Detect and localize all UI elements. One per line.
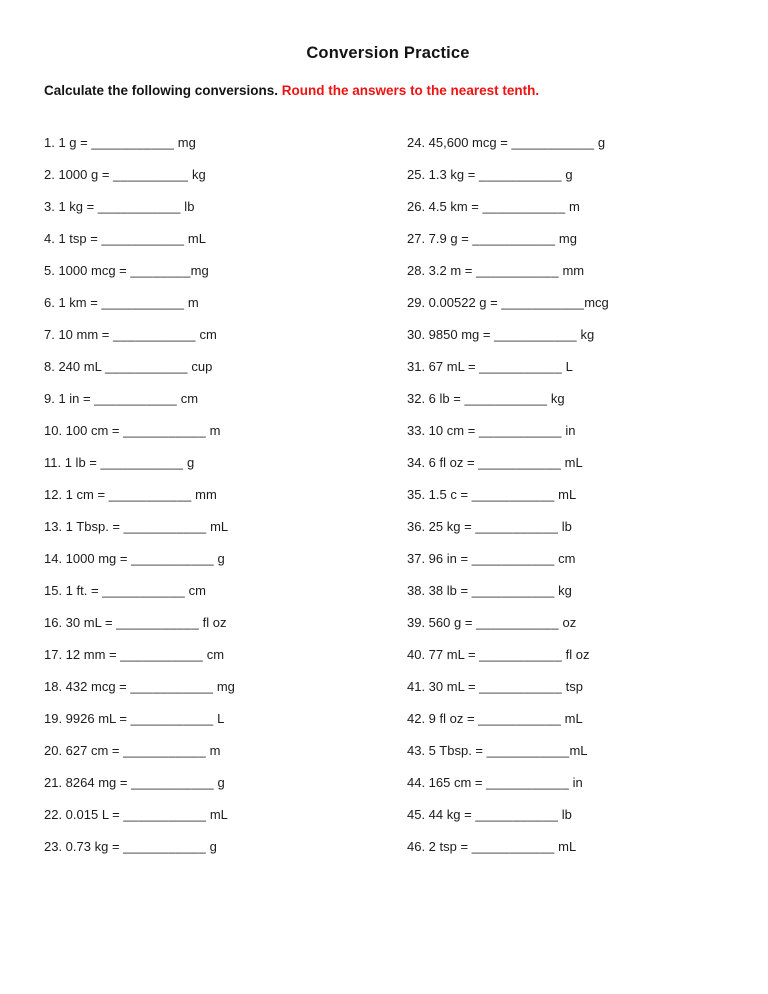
problem-text: 8. 240 mL xyxy=(44,359,105,374)
answer-blank: ___________ xyxy=(102,583,186,598)
answer-blank: ___________ xyxy=(478,167,562,182)
problem-text: 29. 0.00522 g = xyxy=(407,295,502,310)
unit-label: mg xyxy=(174,135,196,150)
answer-blank: ___________ xyxy=(471,551,555,566)
problem-text: 15. 1 ft. = xyxy=(44,583,103,598)
conversion-problem xyxy=(407,806,732,838)
conversion-problem xyxy=(44,678,407,710)
problem-text: 22. 0.015 L = xyxy=(44,807,124,822)
answer-blank: ___________ xyxy=(486,743,570,758)
conversion-problem xyxy=(44,774,407,806)
problem-text: 20. 627 cm = xyxy=(44,743,124,758)
unit-label: m xyxy=(184,295,199,310)
problem-text: 17. 12 mm = xyxy=(44,647,121,662)
answer-blank: ___________ xyxy=(475,807,559,822)
unit-label: cm xyxy=(185,583,206,598)
conversion-problem xyxy=(44,390,407,422)
answer-blank: ___________ xyxy=(475,519,559,534)
conversion-problem xyxy=(407,390,732,422)
problem-text: 43. 5 Tbsp. = xyxy=(407,743,487,758)
conversion-problem xyxy=(407,550,732,582)
problem-text: 28. 3.2 m = xyxy=(407,263,477,278)
conversion-problem xyxy=(407,422,732,454)
conversion-problem xyxy=(44,454,407,486)
unit-label: L xyxy=(213,711,225,726)
unit-label: oz xyxy=(558,615,577,630)
instructions-main: Calculate the following conversions. xyxy=(44,83,282,98)
unit-label: mL xyxy=(561,455,583,470)
unit-label: L xyxy=(562,359,573,374)
unit-label: cup xyxy=(187,359,213,374)
unit-label: mL xyxy=(206,807,228,822)
answer-blank: ___________ xyxy=(108,487,192,502)
conversion-problem xyxy=(407,326,732,358)
answer-blank: __________ xyxy=(113,167,189,182)
answer-blank: ___________ xyxy=(91,135,175,150)
unit-label: mcg xyxy=(584,295,609,310)
problem-text: 10. 100 cm = xyxy=(44,423,124,438)
conversion-problem xyxy=(407,774,732,806)
answer-blank: ___________ xyxy=(123,839,206,854)
conversion-problem xyxy=(44,230,407,262)
conversion-problem xyxy=(407,710,732,742)
answer-blank: ___________ xyxy=(130,711,214,726)
problem-text: 27. 7.9 g = xyxy=(407,231,473,246)
conversion-problem xyxy=(44,134,407,166)
answer-blank: ___________ xyxy=(479,359,562,374)
conversion-problem xyxy=(407,454,732,486)
problem-text: 40. 77 mL = xyxy=(407,647,480,662)
unit-label: lb xyxy=(558,807,572,822)
problem-text: 14. 1000 mg = xyxy=(44,551,132,566)
instructions xyxy=(44,83,732,98)
problem-text: 32. 6 lb = xyxy=(407,391,465,406)
conversion-problem xyxy=(407,294,732,326)
answer-blank: ___________ xyxy=(130,679,214,694)
problem-text: 38. 38 lb = xyxy=(407,583,472,598)
conversion-problem xyxy=(44,486,407,518)
answer-blank: ___________ xyxy=(116,615,199,630)
unit-label: in xyxy=(561,423,576,438)
problem-text: 36. 25 kg = xyxy=(407,519,476,534)
conversion-problem xyxy=(44,294,407,326)
unit-label: cm xyxy=(195,327,217,342)
problem-text: 46. 2 tsp = xyxy=(407,839,472,854)
conversion-problem xyxy=(44,550,407,582)
unit-label: m xyxy=(205,423,221,438)
problem-text: 23. 0.73 kg = xyxy=(44,839,124,854)
answer-blank: ___________ xyxy=(123,423,206,438)
unit-label: cm xyxy=(554,551,576,566)
conversion-problem xyxy=(407,742,732,774)
answer-blank: ___________ xyxy=(486,775,569,790)
answer-blank: ___________ xyxy=(482,199,566,214)
answer-blank: ___________ xyxy=(476,615,559,630)
instructions-note: Round the answers to the nearest tenth. xyxy=(281,83,540,98)
answer-blank: ___________ xyxy=(471,487,555,502)
unit-label: mg xyxy=(555,231,577,246)
unit-label: cm xyxy=(177,391,199,406)
unit-label: mL xyxy=(554,839,577,854)
answer-blank: ___________ xyxy=(472,231,556,246)
problem-text: 21. 8264 mg = xyxy=(44,775,132,790)
unit-label: mL xyxy=(554,487,577,502)
unit-label: g xyxy=(206,839,217,854)
problem-text: 37. 96 in = xyxy=(407,551,472,566)
conversion-problem xyxy=(44,326,407,358)
answer-blank: ___________ xyxy=(494,327,577,342)
unit-label: lb xyxy=(558,519,572,534)
conversion-problem xyxy=(407,230,732,262)
answer-blank: ___________ xyxy=(104,359,188,374)
unit-label: g xyxy=(183,455,195,470)
conversion-problem xyxy=(44,198,407,230)
problem-text: 25. 1.3 kg = xyxy=(407,167,479,182)
unit-label: mL xyxy=(184,231,206,246)
unit-label: kg xyxy=(547,391,565,406)
answer-blank: ___________ xyxy=(123,743,206,758)
answer-blank: ___________ xyxy=(501,295,585,310)
problem-text: 35. 1.5 c = xyxy=(407,487,472,502)
unit-label: kg xyxy=(554,583,572,598)
conversion-problem xyxy=(407,614,732,646)
problem-text: 9. 1 in = xyxy=(44,391,95,406)
unit-label: mL xyxy=(569,743,588,758)
problem-text: 3. 1 kg = xyxy=(44,199,98,214)
conversion-problem xyxy=(407,134,732,166)
answer-blank: ________ xyxy=(130,263,191,278)
unit-label: mm xyxy=(558,263,585,278)
answer-blank: ___________ xyxy=(471,583,555,598)
conversion-problem xyxy=(44,582,407,614)
problems-column-right xyxy=(407,134,732,870)
conversion-problem xyxy=(407,198,732,230)
unit-label: mg xyxy=(190,263,209,278)
answer-blank: ___________ xyxy=(479,647,562,662)
problem-text: 7. 10 mm = xyxy=(44,327,113,342)
conversion-problem xyxy=(407,518,732,550)
answer-blank: ___________ xyxy=(471,839,555,854)
answer-blank: ___________ xyxy=(478,455,562,470)
page-title: Conversion Practice xyxy=(306,44,470,62)
conversion-problem xyxy=(44,742,407,774)
conversion-problem xyxy=(407,358,732,390)
problem-text: 34. 6 fl oz = xyxy=(407,455,479,470)
problem-text: 12. 1 cm = xyxy=(44,487,109,502)
answer-blank: ___________ xyxy=(113,327,196,342)
problem-text: 31. 67 mL = xyxy=(407,359,480,374)
unit-label: kg xyxy=(188,167,206,182)
problems-column-left xyxy=(44,134,407,870)
problem-text: 1. 1 g = xyxy=(44,135,92,150)
answer-blank: ___________ xyxy=(100,455,184,470)
conversion-problem xyxy=(44,518,407,550)
problem-text: 44. 165 cm = xyxy=(407,775,487,790)
unit-label: g xyxy=(594,135,606,150)
problem-text: 24. 45,600 mcg = xyxy=(407,135,512,150)
unit-label: lb xyxy=(180,199,195,214)
answer-blank: ___________ xyxy=(101,231,185,246)
conversion-problem xyxy=(407,838,732,870)
unit-label: g xyxy=(213,551,225,566)
problem-text: 18. 432 mcg = xyxy=(44,679,131,694)
answer-blank: ___________ xyxy=(123,519,207,534)
unit-label: mL xyxy=(561,711,583,726)
problem-text: 13. 1 Tbsp. = xyxy=(44,519,124,534)
answer-blank: ___________ xyxy=(123,807,207,822)
conversion-problem xyxy=(44,614,407,646)
problem-text: 5. 1000 mcg = xyxy=(44,263,131,278)
answer-blank: ___________ xyxy=(131,551,214,566)
answer-blank: ___________ xyxy=(131,775,214,790)
unit-label: cm xyxy=(203,647,225,662)
conversion-problem xyxy=(44,166,407,198)
problem-text: 11. 1 lb = xyxy=(44,455,101,470)
problem-text: 33. 10 cm = xyxy=(407,423,479,438)
conversion-problem xyxy=(44,422,407,454)
conversion-problem xyxy=(407,582,732,614)
conversion-problem xyxy=(407,262,732,294)
unit-label: kg xyxy=(576,327,595,342)
unit-label: fl oz xyxy=(199,615,227,630)
answer-blank: ___________ xyxy=(94,391,178,406)
unit-label: tsp xyxy=(562,679,583,694)
answer-blank: ___________ xyxy=(97,199,181,214)
problem-text: 26. 4.5 km = xyxy=(407,199,483,214)
problem-text: 19. 9926 mL = xyxy=(44,711,131,726)
answer-blank: ___________ xyxy=(478,423,562,438)
unit-label: mm xyxy=(191,487,217,502)
problem-text: 39. 560 g = xyxy=(407,615,477,630)
unit-label: fl oz xyxy=(562,647,590,662)
problem-text: 41. 30 mL = xyxy=(407,679,480,694)
conversion-problem xyxy=(44,262,407,294)
answer-blank: ___________ xyxy=(464,391,548,406)
problem-text: 45. 44 kg = xyxy=(407,807,476,822)
conversion-problem xyxy=(44,838,407,870)
conversion-problem xyxy=(407,678,732,710)
conversion-problem xyxy=(44,358,407,390)
unit-label: g xyxy=(213,775,225,790)
answer-blank: ___________ xyxy=(479,679,562,694)
problem-text: 2. 1000 g = xyxy=(44,167,114,182)
answer-blank: ___________ xyxy=(476,263,559,278)
conversion-problem xyxy=(407,486,732,518)
problem-text: 4. 1 tsp = xyxy=(44,231,102,246)
unit-label: m xyxy=(565,199,580,214)
problem-text: 42. 9 fl oz = xyxy=(407,711,479,726)
problem-text: 6. 1 km = xyxy=(44,295,102,310)
answer-blank: ___________ xyxy=(478,711,562,726)
unit-label: m xyxy=(205,743,221,758)
unit-label: mg xyxy=(213,679,235,694)
answer-blank: ___________ xyxy=(120,647,204,662)
unit-label: g xyxy=(561,167,573,182)
answer-blank: ___________ xyxy=(511,135,595,150)
problem-text: 16. 30 mL = xyxy=(44,615,117,630)
conversion-problem xyxy=(44,710,407,742)
unit-label: in xyxy=(568,775,583,790)
conversion-problem xyxy=(407,166,732,198)
conversion-problem xyxy=(44,646,407,678)
problem-text: 30. 9850 mg = xyxy=(407,327,495,342)
conversion-problem xyxy=(44,806,407,838)
unit-label: mL xyxy=(206,519,229,534)
problems-container xyxy=(44,134,732,870)
answer-blank: ___________ xyxy=(101,295,185,310)
conversion-problem xyxy=(407,646,732,678)
